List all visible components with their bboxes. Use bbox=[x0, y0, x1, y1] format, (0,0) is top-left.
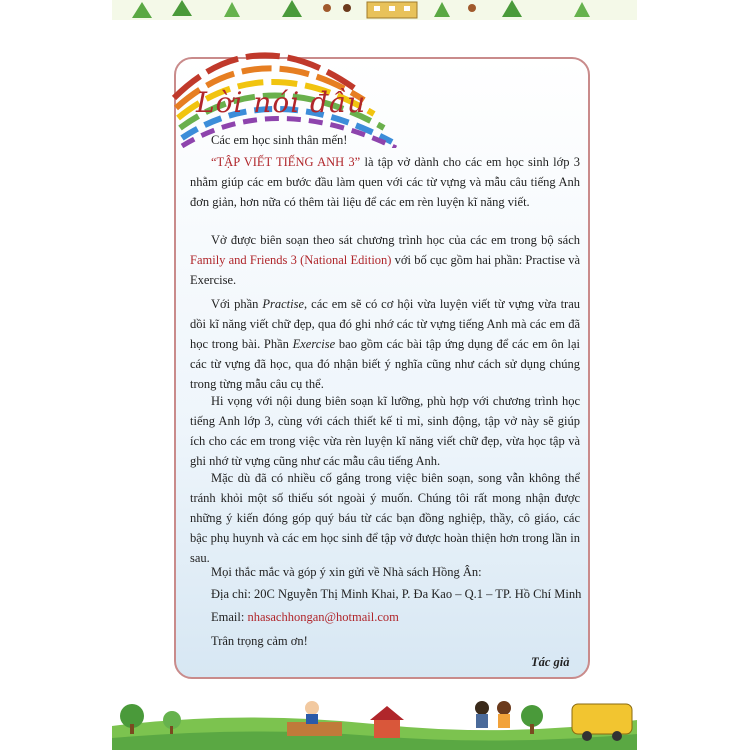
email-address: nhasachhongan@hotmail.com bbox=[247, 610, 399, 624]
paragraph-text: , các em sẽ có cơ hội vừa luyện viết từ vựng vừa trau dồi kĩ năng viết chữ đẹp, qua đó ghi nhớ các từ vựng tiếng Anh mà các em đã học trong bài. Phần bbox=[190, 297, 580, 351]
page-title: Lời nói đầu bbox=[196, 86, 367, 119]
school-bus-icon bbox=[572, 704, 632, 734]
paragraph-hope: Hi vọng với nội dung biên soạn kĩ lưỡng, phù hợp với chương trình học tiếng Anh lớp 3, cùng với cách thiết kế tỉ mỉ, sinh động, tập vở này sẽ giúp ích cho các em trong việc vừa rèn luyện kĩ năng viết chữ đẹp, vừa học tập và ghi nhớ từ vựng cũng như các mẫu câu tiếng Anh. bbox=[190, 394, 580, 468]
paragraph-text: Với phần bbox=[211, 297, 263, 311]
paragraph-text: với bố cục gồm hai phần: Practise và Exercise. bbox=[190, 253, 581, 287]
paragraph-intro bbox=[190, 152, 580, 212]
child-figure-icon bbox=[323, 4, 331, 12]
practise-term: Practise bbox=[262, 297, 305, 311]
paragraph-curriculum bbox=[190, 230, 580, 290]
bottom-decoration bbox=[112, 686, 637, 750]
paragraph-text: là tập vở dành cho các em học sinh lớp 3 nhằm giúp các em bước đầu làm quen với các từ vựng và mẫu câu tiếng Anh đơn giản, hơn nữa có thêm tài liệu để các em rèn luyện kĩ năng viết. bbox=[190, 155, 580, 209]
student-icon bbox=[305, 701, 319, 715]
greeting: Các em học sinh thân mến! bbox=[211, 133, 348, 147]
paragraph-feedback: Mặc dù đã có nhiều cố gắng trong việc biên soạn, song vẫn không thể tránh khỏi một số thiếu sót ngoài ý muốn. Chúng tôi rất mong nhận được những ý kiến đóng góp quý báu từ các bạn đồng nghiệp, thầy, cô giáo, các bậc phụ huynh và các em học sinh để tập vở được hoàn thiện hơn trong lần in sau. bbox=[190, 471, 580, 565]
series-name: Family and Friends 3 (National Edition) bbox=[190, 253, 392, 267]
paragraph-sections bbox=[190, 294, 580, 394]
paragraph-text: bao gồm các bài tập ứng dụng để các em ôn lại các từ vựng đã học, qua đó nhận biết ý nghĩa cũng như cách sử dụng chúng trong từng mẫu câu cụ thể. bbox=[190, 337, 580, 391]
email-label: Email: bbox=[211, 610, 248, 624]
contact-email bbox=[211, 610, 591, 625]
top-decoration bbox=[112, 0, 637, 20]
book-title: “TẬP VIẾT TIẾNG ANH 3” bbox=[211, 155, 361, 169]
author-signature: Tác giả bbox=[531, 655, 570, 669]
child-figure-icon bbox=[475, 701, 489, 715]
contact-address: Địa chỉ: 20C Nguyễn Thị Minh Khai, P. Đa Kao – Q.1 – TP. Hồ Chí Minh bbox=[211, 587, 582, 601]
contact-intro: Mọi thắc mắc và góp ý xin gửi về Nhà sách Hồng Ân: bbox=[211, 565, 482, 579]
house-icon bbox=[370, 706, 404, 720]
exercise-term: Exercise bbox=[292, 337, 336, 351]
desk-icon bbox=[287, 722, 342, 736]
closing-thanks: Trân trọng cảm ơn! bbox=[211, 634, 308, 648]
paragraph-text: Vở được biên soạn theo sát chương trình học của các em trong bộ sách bbox=[211, 233, 580, 247]
